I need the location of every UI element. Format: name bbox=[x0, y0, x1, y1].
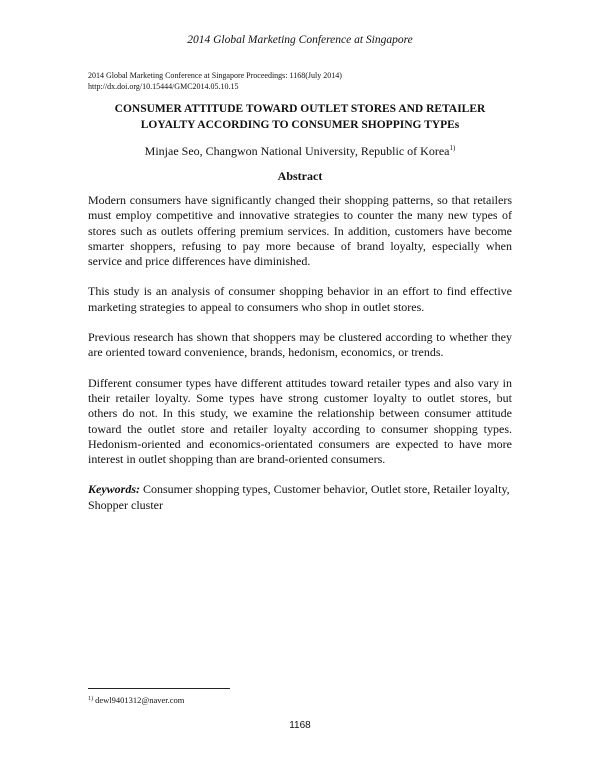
abstract-body bbox=[88, 193, 512, 528]
abstract-paragraph-3: Previous research has shown that shoppers may be clustered according to whether they are oriented toward convenience, brands, hedonism, economics, or trends. bbox=[88, 330, 512, 360]
abstract-paragraph-2: This study is an analysis of consumer shopping behavior in an effort to find effective marketing strategies to appeal to consumers who shop in outlet stores. bbox=[88, 284, 512, 314]
paper-title bbox=[80, 101, 520, 133]
proceedings-info bbox=[88, 71, 342, 92]
doi-link[interactable]: http://dx.doi.org/10.15444/GMC2014.05.10.15 bbox=[88, 81, 239, 91]
page-number: 1168 bbox=[289, 720, 311, 731]
author-line bbox=[0, 144, 600, 159]
keywords-label: Keywords: bbox=[88, 482, 140, 497]
abstract-paragraph-1: Modern consumers have significantly changed their shopping patterns, so that retailers must employ competitive and innovative strategies to counter the many new types of stores such as outlets offering premium services. In addition, customers have become smarter shoppers, refusing to pay more because of brand loyalty, especially when service and price differences have diminished. bbox=[88, 193, 512, 269]
keywords-text: Consumer shopping types, Customer behavior, Outlet store, Retailer loyalty, Shopper cluster bbox=[88, 482, 510, 512]
footnote-mark: 1) bbox=[88, 696, 93, 702]
running-head: 2014 Global Marketing Conference at Singapore bbox=[187, 34, 413, 46]
paper-title-line-1: CONSUMER ATTITUDE TOWARD OUTLET STORES AND RETAILER bbox=[114, 103, 486, 115]
keywords bbox=[88, 482, 512, 513]
author-text: Minjae Seo, Changwon National University, Republic of Korea bbox=[144, 144, 450, 158]
footnote-email: dewl9401312@naver.com bbox=[95, 695, 185, 705]
author-footnote-mark: 1) bbox=[449, 144, 456, 152]
abstract-heading: Abstract bbox=[277, 169, 323, 183]
footnote bbox=[88, 695, 184, 705]
footnote-divider bbox=[88, 688, 230, 689]
abstract-paragraph-4: Different consumer types have different attitudes toward retailer types and also vary in their retailer loyalty. Some types have strong customer loyalty to outlet stores, but others do not. In this study, we examine the relationship between consumer attitude toward the outlet store and retailer loyalty according to consumer shopping types. Hedonism-oriented and economics-orientated consumers are expected to have more interest in outlet shopping than are brand-oriented consumers. bbox=[88, 375, 512, 467]
paper-title-line-2: LOYALTY ACCORDING TO CONSUMER SHOPPING TYPEs bbox=[140, 119, 460, 131]
proceedings-citation: 2014 Global Marketing Conference at Singapore Proceedings: 1168(July 2014) bbox=[88, 71, 342, 80]
